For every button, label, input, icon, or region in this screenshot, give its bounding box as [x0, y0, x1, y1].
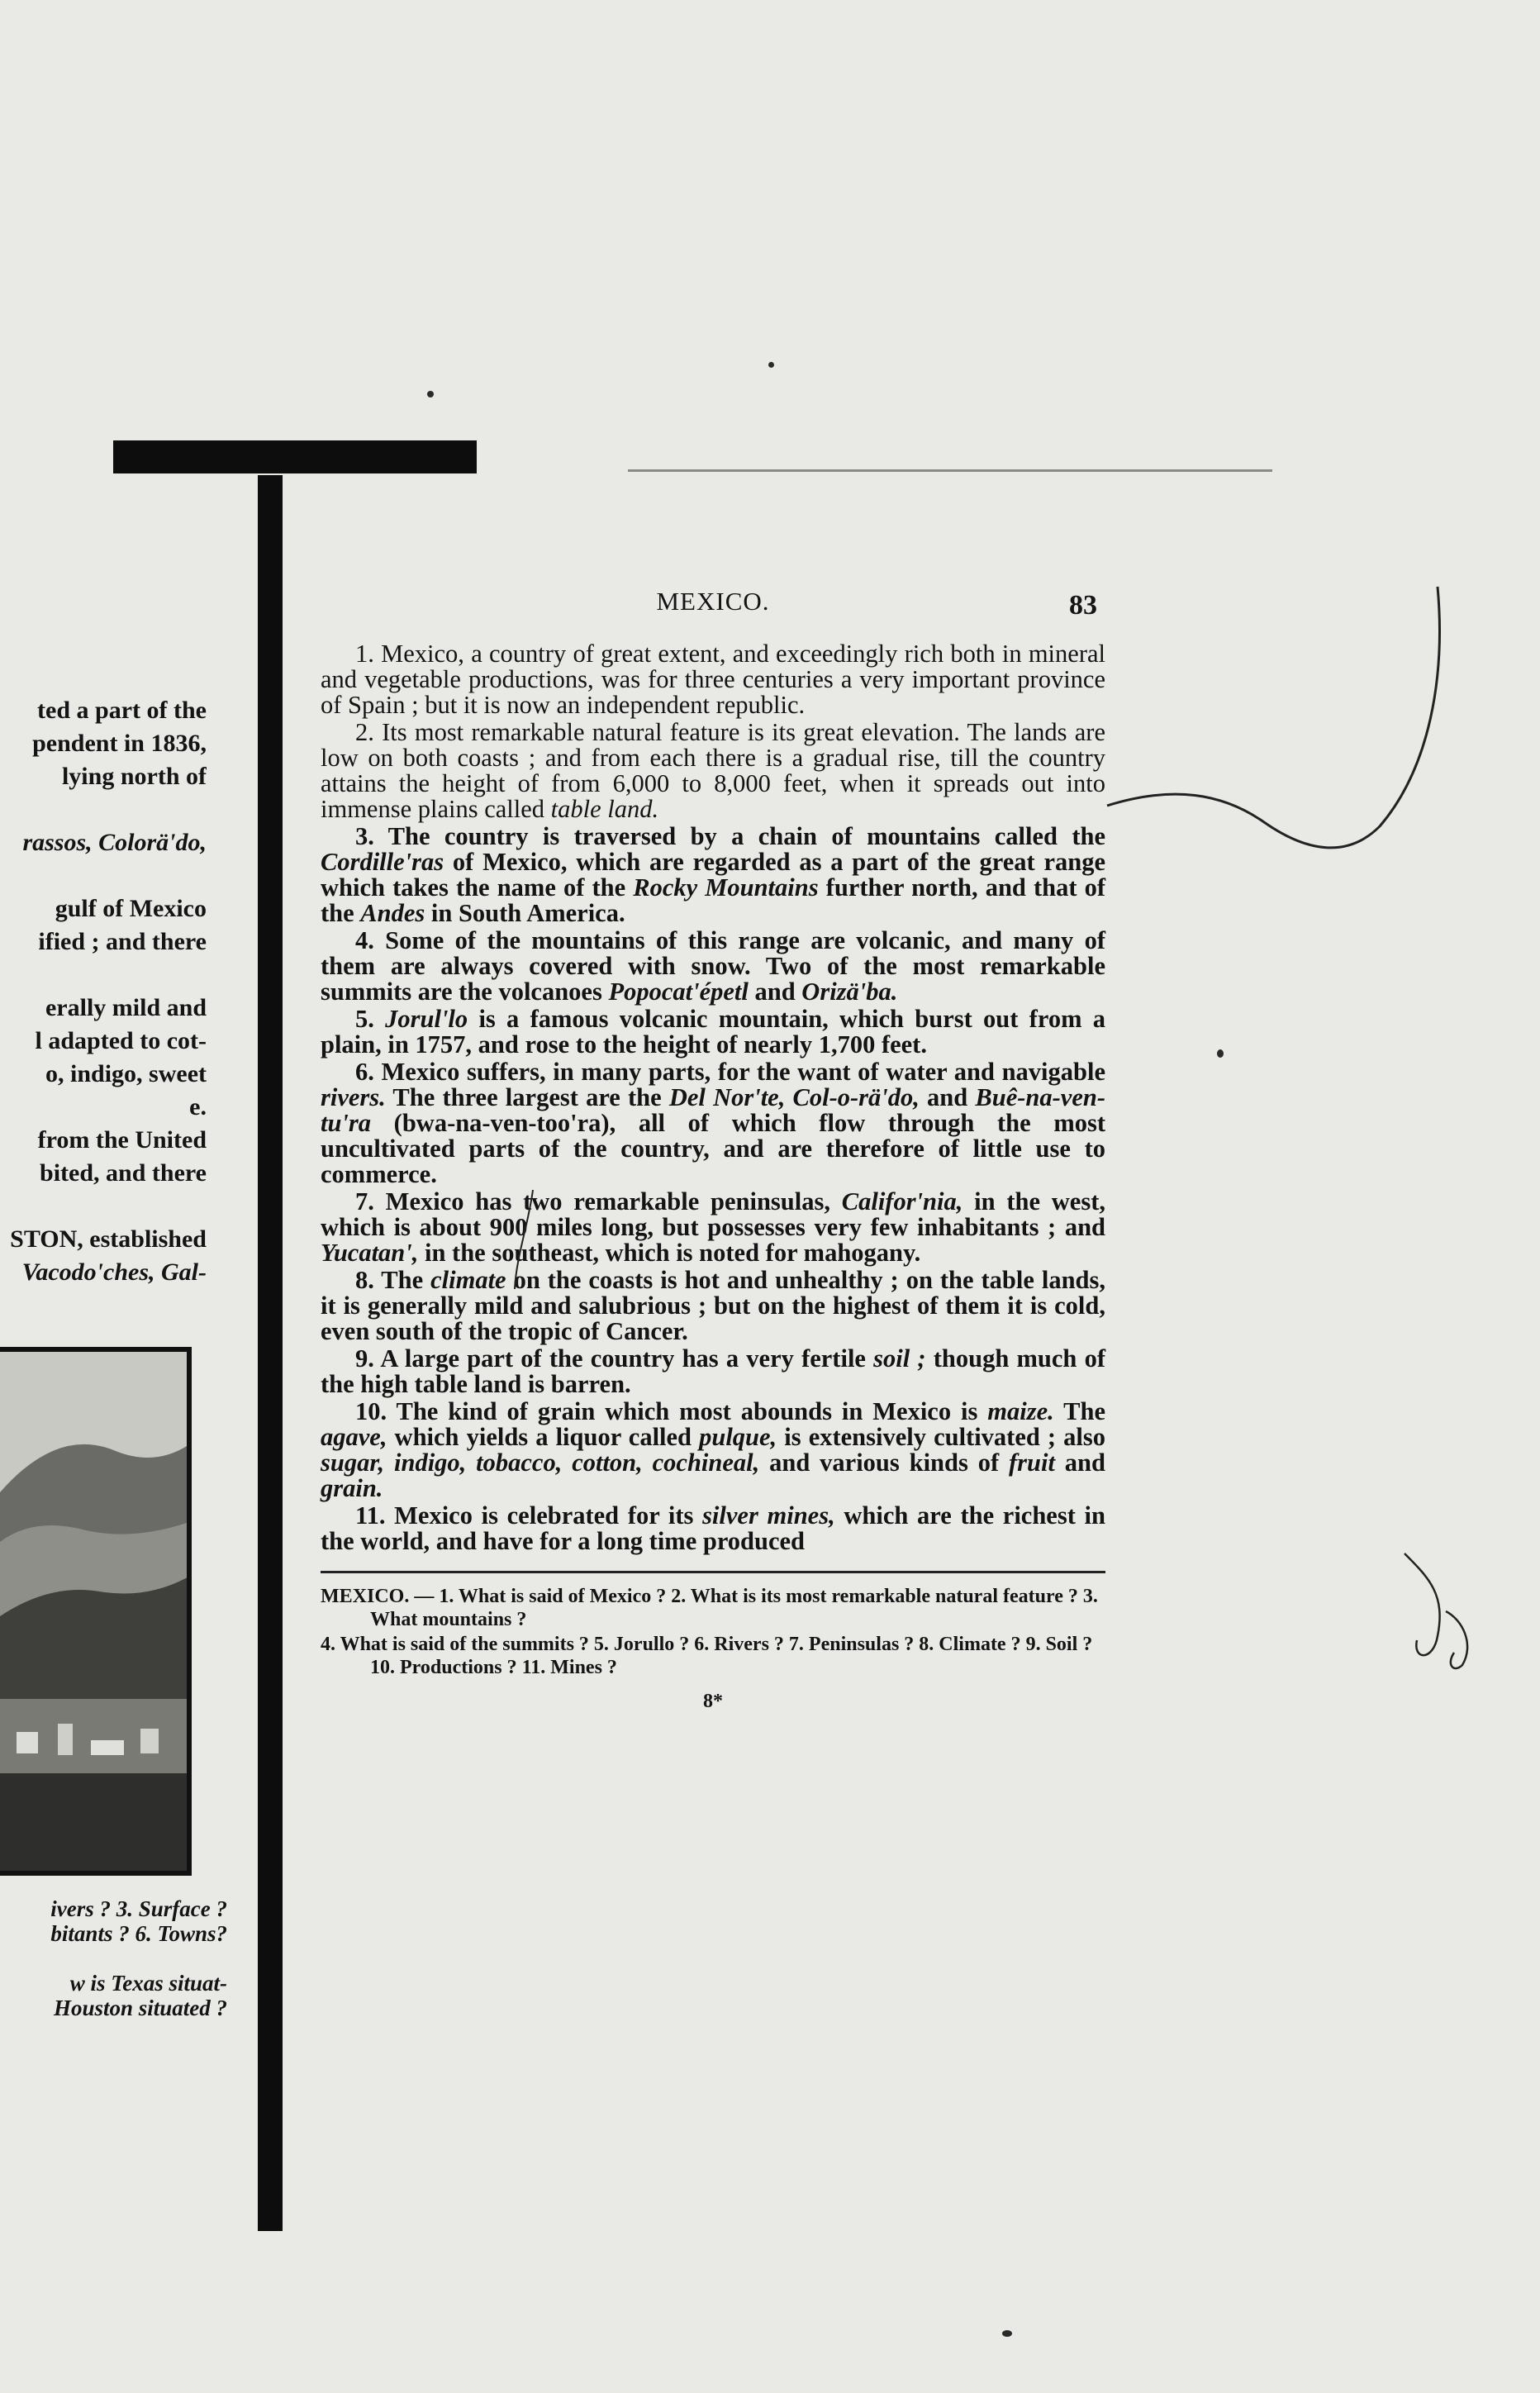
paragraph-text: of Mexico, which are regarded as a part of the great range which takes the name of the [321, 848, 1105, 902]
emphasized-term: Jorul'lo [385, 1005, 468, 1033]
emphasized-term: sugar, indigo, tobacco, cotton, cochineal, [321, 1449, 760, 1477]
left-page-question: ivers ? 3. Surface ? [50, 1896, 227, 1921]
paragraph-5 [321, 1006, 1105, 1058]
emphasized-term: Rocky Mountains [633, 873, 819, 902]
left-page-line: from the United [37, 1126, 207, 1154]
gutter-black-bar [258, 475, 283, 2231]
paragraph-text: is a famous volcanic mountain, which burst out from a plain, in 1757, and rose to the height of nearly 1,700 feet. [321, 1005, 1106, 1059]
emphasized-term: maize. [987, 1397, 1054, 1425]
handwritten-mark [1396, 1545, 1487, 1677]
emphasized-term: Orizä'ba. [801, 978, 898, 1006]
book-page [321, 578, 1105, 1713]
paragraph-1 [321, 641, 1105, 718]
mountain-landscape-icon [0, 1352, 192, 1876]
left-page-line: l adapted to cot- [35, 1027, 207, 1054]
question-line: 4. What is said of the summits ? 5. Jorullo ? 6. Rivers ? 7. Peninsulas ? 8. Climate ? 9. Soil ? 10. Productions ? 11. Mines ? [321, 1634, 1093, 1678]
paragraph-text: The three largest are the [385, 1083, 669, 1111]
emphasized-term: Popocat'épetl [608, 978, 749, 1006]
running-title: MEXICO. [656, 587, 770, 616]
emphasized-term: table land. [550, 795, 659, 823]
mountain-engraving [0, 1347, 192, 1876]
paragraph-text: in the southeast, which is noted for mahogany. [418, 1239, 921, 1267]
paragraph-text: and [748, 978, 802, 1006]
paragraph-text: 8. The [355, 1266, 431, 1294]
paragraph-text: 7. Mexico has two remarkable peninsulas, [355, 1187, 842, 1216]
pencil-scribble [1074, 578, 1471, 925]
header-black-bar [113, 440, 477, 473]
scan-speck [427, 391, 434, 397]
left-page-line: o, indigo, sweet [45, 1060, 207, 1087]
paragraph-text: in South America. [425, 899, 625, 927]
left-page-line: erally mild and [45, 994, 207, 1021]
left-page-question: bitants ? 6. Towns? [50, 1921, 227, 1946]
top-page-edge [628, 469, 1272, 472]
paragraph-text: 9. A large part of the country has a very fertile [355, 1344, 874, 1373]
paragraph-text: and [919, 1083, 976, 1111]
paragraph-2 [321, 720, 1105, 822]
paragraph-text: 6. Mexico suffers, in many parts, for the want of water and navigable [355, 1058, 1105, 1086]
left-page-line: ted a part of the [37, 697, 207, 724]
left-page-line: lying north of [61, 763, 207, 790]
left-page-line: STON, established [10, 1225, 207, 1253]
emphasized-term: agave, [321, 1423, 387, 1451]
emphasized-term: grain. [321, 1474, 383, 1502]
left-page-line: ified ; and there [38, 928, 207, 955]
page-number: 83 [1069, 590, 1097, 621]
left-page-line: pendent in 1836, [32, 730, 207, 757]
footnote-divider [321, 1571, 1105, 1573]
left-page-question: w is Texas situat- [69, 1971, 227, 1996]
emphasized-term: pulque, [699, 1423, 777, 1451]
paragraph-text: is extensively cultivated ; also [777, 1423, 1106, 1451]
scan-speck [768, 362, 774, 368]
emphasized-term: silver mines, [702, 1501, 835, 1530]
paragraph-text: which yields a liquor called [387, 1423, 700, 1451]
paragraph-text: though much of the high table land is barren. [321, 1344, 1105, 1398]
emphasized-term: Yucatan', [321, 1239, 419, 1267]
emphasized-term: rivers. [321, 1083, 386, 1111]
paragraph-text: in the west, which is about 900 miles long, but possesses very few inhabitants ; and [321, 1187, 1105, 1241]
paragraph-7 [321, 1189, 1105, 1266]
pencil-curve [500, 1182, 549, 1297]
left-page-line: bited, and there [40, 1159, 207, 1187]
paragraph-text: 3. The country is traversed by a chain of mountains called the [355, 822, 1105, 850]
paragraph-text: further north, and that of the [321, 873, 1106, 927]
left-page-line: Vacodo'ches, Gal- [21, 1258, 207, 1286]
paragraph-text: 2. Its most remarkable natural feature is its great elevation. The lands are low on both coasts ; and from each there is a gradual rise, till the country attains the height of from 6,000 to 8,000 feet, when it spreads out into immense plains called [321, 718, 1105, 823]
paragraph-text: 5. [355, 1005, 386, 1033]
emphasized-term: Buê-na-ven-tu'ra [321, 1083, 1105, 1137]
left-page-line: e. [189, 1093, 207, 1120]
emphasized-term: Califor'nia, [841, 1187, 963, 1216]
left-page-line: rassos, Colorä'do, [22, 829, 207, 856]
emphasized-term: Andes [360, 899, 425, 927]
paragraph-3 [321, 824, 1105, 926]
emphasized-term: soil ; [873, 1344, 926, 1373]
paragraph-text: 1. Mexico, a country of great extent, and exceedingly rich both in mineral and vegetable productions, was for three centuries a very important province of Spain ; but it is now an independent republic. [321, 640, 1105, 719]
paragraph-text: and various kinds of [759, 1449, 1009, 1477]
scan-speck [1217, 1049, 1224, 1058]
paragraph-text: which are the richest in the world, and have for a long time produced [321, 1501, 1105, 1555]
body-text [321, 641, 1105, 1554]
paragraph-text: 10. The kind of grain which most abounds in Mexico is [355, 1397, 988, 1425]
left-page-line: gulf of Mexico [55, 895, 207, 922]
paragraph-text: (bwa-na-ven-too'ra), all of which flow through the most uncultivated parts of the country, and are therefore of little use to commerce. [321, 1109, 1105, 1188]
paragraph-11 [321, 1503, 1105, 1554]
emphasized-term: Cordille'ras [321, 848, 444, 876]
emphasized-term: climate [430, 1266, 506, 1294]
paragraph-text: on the coasts is hot and unhealthy ; on the table lands, it is generally mild and salubrious ; but on the highest of them it is cold, even south of the tropic of Cancer. [321, 1266, 1105, 1345]
paragraph-8 [321, 1268, 1105, 1344]
paragraph-6 [321, 1059, 1105, 1187]
emphasized-term: fruit [1009, 1449, 1055, 1477]
question-line: MEXICO. — 1. What is said of Mexico ? 2. What is its most remarkable natural feature ? 3. What mountains ? [321, 1586, 1098, 1630]
paragraph-10 [321, 1399, 1105, 1501]
paragraph-text: 4. Some of the mountains of this range are volcanic, and many of them are always covered with snow. Two of the most remarkable summits are the volcanoes [321, 926, 1105, 1006]
paragraph-9 [321, 1346, 1105, 1397]
page-header [321, 578, 1105, 628]
paragraph-text: The [1053, 1397, 1105, 1425]
signature-mark: 8* [703, 1691, 723, 1712]
paragraph-text: 11. Mexico is celebrated for its [355, 1501, 703, 1530]
paragraph-4 [321, 928, 1105, 1005]
review-questions [321, 1585, 1105, 1679]
paragraph-text: and [1054, 1449, 1105, 1477]
left-page-question: Houston situated ? [53, 1996, 227, 2020]
scan-speck [1002, 2330, 1012, 2337]
emphasized-term: Del Nor'te, Col-o-rä'do, [668, 1083, 920, 1111]
